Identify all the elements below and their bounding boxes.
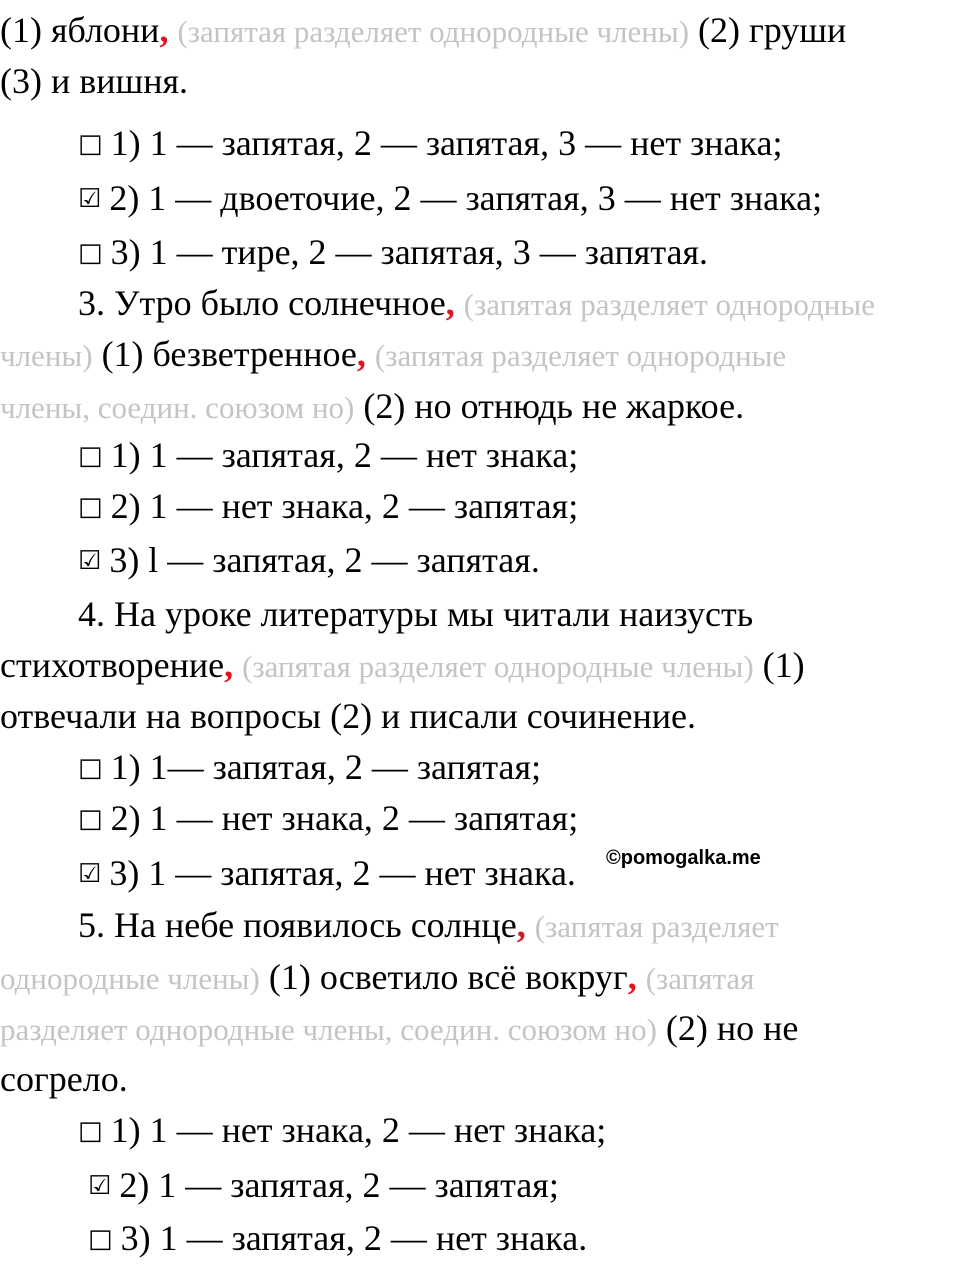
sentence-line	[0, 384, 744, 430]
sentence-line	[78, 281, 875, 327]
sentence-line	[0, 8, 846, 54]
watermark: ©pomogalka.me	[606, 847, 761, 869]
sentence-line	[78, 592, 753, 636]
answer-option[interactable]	[78, 1108, 606, 1156]
answer-option-selected[interactable]	[88, 1163, 559, 1211]
sentence-text: (2) но не	[665, 1008, 799, 1048]
checkbox-empty-icon[interactable]: □	[78, 753, 103, 783]
checkbox-empty-icon[interactable]: □	[78, 804, 103, 834]
checkbox-empty-icon[interactable]: □	[88, 1224, 113, 1254]
sentence-line	[0, 694, 696, 738]
checkbox-empty-icon[interactable]: □	[78, 441, 103, 471]
checkbox-empty-icon[interactable]: □	[78, 1116, 103, 1146]
sentence-text: (1)	[762, 645, 805, 685]
red-comma: ,	[356, 334, 366, 374]
grammar-note: члены)	[0, 338, 93, 373]
grammar-note: (запятая разделяет однородные	[374, 338, 787, 373]
answer-option[interactable]	[78, 745, 541, 793]
sentence-text: (1) осветило всё вокруг	[268, 957, 628, 997]
option-text: 3) l — запятая, 2 — запятая.	[109, 540, 540, 580]
checkbox-checked-icon[interactable]: ☑	[78, 546, 102, 576]
sentence-text: (1) безветренное	[101, 334, 357, 374]
option-text: 3) 1 — тире, 2 — запятая, 3 — запятая.	[110, 232, 709, 272]
checkbox-checked-icon[interactable]: ☑	[78, 859, 102, 889]
checkbox-checked-icon[interactable]: ☑	[88, 1171, 112, 1201]
answer-option[interactable]	[78, 121, 782, 169]
option-text: 1) 1 — запятая, 2 — нет знака;	[110, 435, 579, 475]
red-comma: ,	[516, 905, 526, 945]
option-text: 2) 1 — нет знака, 2 — запятая;	[110, 486, 579, 526]
answer-option-selected[interactable]	[78, 851, 576, 899]
grammar-note: (запятая разделяет однородные	[463, 287, 875, 322]
red-comma: ,	[445, 283, 455, 323]
sentence-text: 4. На уроке литературы мы читали наизусть	[78, 594, 754, 634]
answer-option[interactable]	[78, 230, 708, 278]
sentence-text: 5. На небе появилось солнце	[78, 905, 517, 945]
sentence-line	[0, 59, 188, 103]
option-text: 2) 1 — запятая, 2 — запятая;	[119, 1165, 559, 1205]
red-comma: ,	[627, 957, 637, 997]
option-text: 1) 1 — запятая, 2 — запятая, 3 — нет знака;	[110, 123, 783, 163]
answer-option-selected[interactable]	[78, 538, 540, 586]
sentence-text: (2) но отнюдь не жаркое.	[363, 386, 745, 426]
option-text: 3) 1 — запятая, 2 — нет знака.	[120, 1218, 588, 1258]
sentence-line	[78, 903, 779, 949]
sentence-text: согрело.	[0, 1059, 128, 1099]
answer-option-selected[interactable]	[78, 176, 822, 224]
answer-option[interactable]	[88, 1216, 587, 1264]
sentence-text: стихотворение	[0, 645, 225, 685]
sentence-text: 3. Утро было солнечное	[78, 283, 446, 323]
red-comma: ,	[224, 645, 234, 685]
answer-option[interactable]	[78, 433, 578, 481]
checkbox-empty-icon[interactable]: □	[78, 129, 103, 159]
sentence-text: (3) и вишня.	[0, 61, 189, 101]
option-text: 1) 1 — нет знака, 2 — нет знака;	[110, 1110, 607, 1150]
option-text: 3) 1 — запятая, 2 — нет знака.	[109, 853, 576, 893]
option-text: 1) 1— запятая, 2 — запятая;	[110, 747, 542, 787]
sentence-text: (2) груши	[698, 10, 847, 50]
option-text: 2) 1 — нет знака, 2 — запятая;	[110, 798, 579, 838]
sentence-line	[0, 643, 805, 689]
grammar-note: (запятая разделяет	[534, 909, 779, 944]
sentence-text: (1) яблони	[0, 10, 160, 50]
grammar-note: (запятая разделяет однородные члены)	[242, 649, 754, 684]
checkbox-empty-icon[interactable]: □	[78, 238, 103, 268]
sentence-line	[0, 1057, 128, 1101]
sentence-line	[0, 332, 786, 378]
red-comma: ,	[159, 10, 169, 50]
answer-option[interactable]	[78, 796, 578, 844]
grammar-note: члены, соедин. союзом но)	[0, 390, 355, 425]
option-text: 2) 1 — двоеточие, 2 — запятая, 3 — нет знака;	[109, 178, 823, 218]
sentence-line	[0, 1006, 798, 1052]
grammar-note: разделяет однородные члены, соедин. союзом но)	[0, 1012, 657, 1047]
grammar-note: (запятая разделяет однородные члены)	[177, 14, 690, 49]
checkbox-empty-icon[interactable]: □	[78, 492, 103, 522]
answer-option[interactable]	[78, 484, 578, 532]
sentence-text: отвечали на вопросы (2) и писали сочинение.	[0, 696, 696, 736]
grammar-note: (запятая	[645, 961, 755, 996]
grammar-note: однородные члены)	[0, 961, 260, 996]
checkbox-checked-icon[interactable]: ☑	[78, 184, 102, 214]
sentence-line	[0, 955, 754, 1001]
